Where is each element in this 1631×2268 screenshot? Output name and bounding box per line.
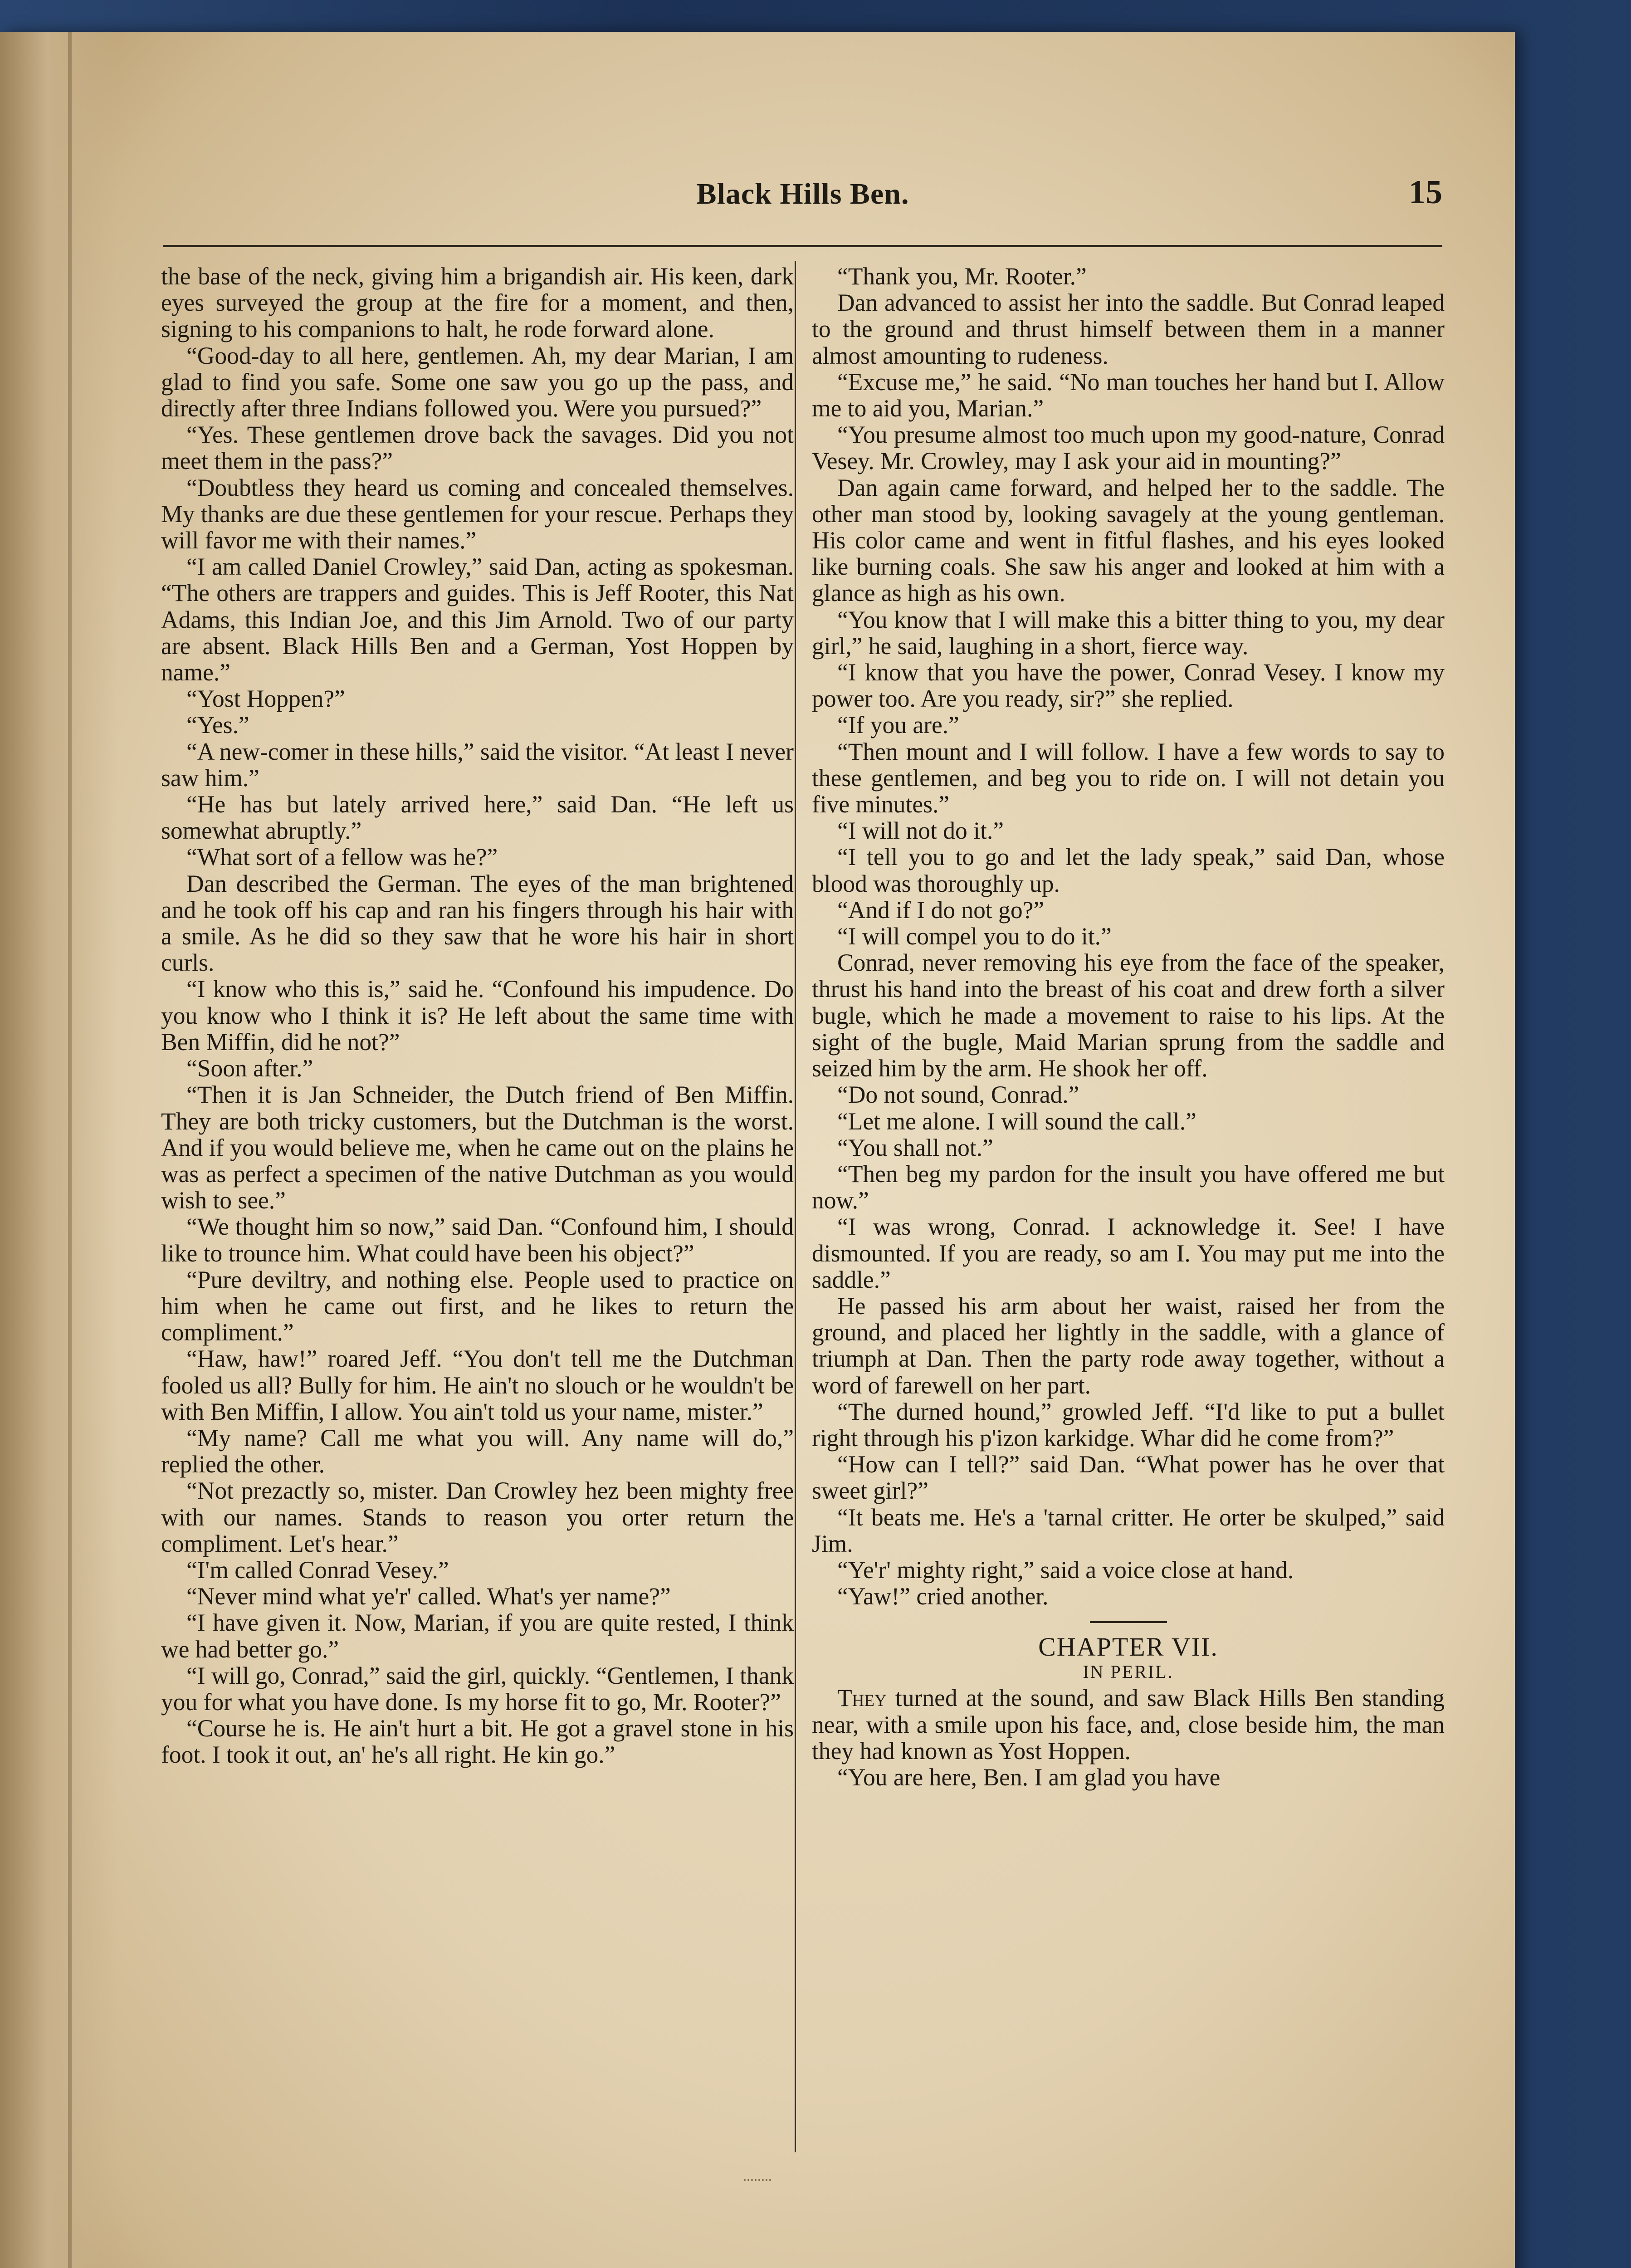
page-number: 15 (1409, 174, 1442, 211)
page-header (163, 174, 1442, 227)
paragraph: “Yes. These gentlemen drove back the savages. Did you not meet them in the pass?” (161, 421, 794, 475)
paragraph: “I will go, Conrad,” said the girl, quickly. “Gentlemen, I thank you for what you have done. Is my horse fit to go, Mr. Rooter?” (161, 1662, 794, 1716)
paragraph: “Ye'r' mighty right,” said a voice close at hand. (837, 1556, 1294, 1584)
paragraph: the base of the neck, giving him a brigandish air. His keen, dark eyes surveyed the group at the fire for a moment, and then, signing to his companions to halt, he rode forward alone. (161, 263, 794, 343)
paragraph: “Course he is. He ain't hurt a bit. He got a gravel stone in his foot. I took it out, an' he's all right. He kin go.” (161, 1715, 794, 1769)
paragraph: “What sort of a fellow was he?” (186, 843, 498, 871)
chapter-rule (1090, 1621, 1167, 1623)
paragraph: “How can I tell?” said Dan. “What power has he over that sweet girl?” (812, 1451, 1445, 1505)
paragraph: “I'm called Conrad Vesey.” (186, 1556, 449, 1584)
chapter-subtitle: IN PERIL. (1083, 1662, 1174, 1682)
paragraph: “I tell you to go and let the lady speak,” said Dan, whose blood was thoroughly up. (812, 843, 1445, 897)
paragraph: “We thought him so now,” said Dan. “Confound him, I should like to trounce him. What could have been his object?” (161, 1213, 794, 1267)
paragraph: “Yaw!” cried another. (837, 1583, 1049, 1610)
paragraph: “I was wrong, Conrad. I acknowledge it. See! I have dismounted. If you are ready, so am I. You may put me into the saddle.” (812, 1213, 1445, 1293)
paragraph: “Excuse me,” he said. “No man touches her hand but I. Allow me to aid you, Marian.” (812, 368, 1445, 422)
opening-word: They (837, 1684, 887, 1712)
header-rule (163, 245, 1442, 247)
paragraph: “And if I do not go?” (837, 896, 1045, 924)
paragraph: “Do not sound, Conrad.” (837, 1081, 1079, 1109)
running-title: Black Hills Ben. (696, 177, 909, 210)
paragraph: “I know that you have the power, Conrad Vesey. I know my power too. Are you ready, sir?” she replied. (812, 659, 1445, 713)
paragraph: “If you are.” (837, 711, 959, 739)
paragraph: “It beats me. He's a 'tarnal critter. He orter be skulped,” said Jim. (812, 1503, 1445, 1557)
paragraph: “Soon after.” (186, 1055, 313, 1082)
paragraph: Dan described the German. The eyes of the man brightened and he took off his cap and ran his fingers through his hair with a smile. As he did so they saw that he wore his hair in short curls. (161, 870, 794, 977)
paragraph: “You know that I will make this a bitter thing to you, my dear girl,” he said, laughing in a short, fierce way. (812, 606, 1445, 660)
paragraph: “I am called Daniel Crowley,” said Dan, acting as spokesman. “The others are trappers and guides. This is Jeff Rooter, this Nat Adams, this Indian Joe, and this Jim Arnold. Two of our party are absent. Black Hills Ben and a German, Yost Hoppen by name.” (161, 553, 794, 686)
paragraph: “Never mind what ye'r' called. What's yer name?” (186, 1583, 671, 1610)
paragraph: “Then mount and I will follow. I have a few words to say to these gentlemen, and beg you to ride on. I will not detain you five minutes.” (812, 738, 1445, 818)
paragraph: “Pure deviltry, and nothing else. People used to practice on him when he came out first, and he likes to return the compliment.” (161, 1266, 794, 1346)
paragraph: “The durned hound,” growled Jeff. “I'd like to put a bullet right through his p'izon karkidge. Whar did he come from?” (812, 1398, 1445, 1452)
paragraph: “Haw, haw!” roared Jeff. “You don't tell me the Dutchman fooled us all? Bully for him. He ain't no slouch or he wouldn't be with Ben Miffin, I allow. You ain't told us your name, mister.” (161, 1345, 794, 1425)
paragraph: “Yost Hoppen?” (186, 685, 345, 713)
paragraph: “Let me alone. I will sound the call.” (837, 1107, 1196, 1135)
paragraph: “Then it is Jan Schneider, the Dutch friend of Ben Miffin. They are both tricky customers, but the Dutchman is the worst. And if you would believe me, when he came out on the plains he was as perfect a specimen of the native Dutchman as you would wish to see.” (161, 1081, 794, 1214)
paragraph: “Thank you, Mr. Rooter.” (837, 263, 1087, 290)
paragraph: He passed his arm about her waist, raised her from the ground, and placed her lightly in the saddle, with a glance of triumph at Dan. Then the party rode away together, without a word of farewell on her part. (812, 1292, 1445, 1399)
paragraph: “Doubtless they heard us coming and concealed themselves. My thanks are due these gentlemen for your rescue. Perhaps they will favor me with their names.” (161, 474, 794, 554)
paragraph: “You are here, Ben. I am glad you have (837, 1763, 1221, 1791)
paragraph: “I have given it. Now, Marian, if you are quite rested, I think we had better go.” (161, 1609, 794, 1663)
paragraph: “You presume almost too much upon my good-nature, Conrad Vesey. Mr. Crowley, may I ask your aid in mounting?” (812, 421, 1445, 475)
paragraph: “Yes.” (186, 711, 249, 739)
paragraph: “He has but lately arrived here,” said Dan. “He left us somewhat abruptly.” (161, 791, 794, 845)
paragraph: “A new-comer in these hills,” said the visitor. “At least I never saw him.” (161, 738, 794, 792)
paragraph: Dan advanced to assist her into the saddle. But Conrad leaped to the ground and thrust himself between them in a manner almost amounting to rudeness. (812, 289, 1445, 369)
chapter-opening-paragraph (812, 1685, 1445, 1764)
paragraph: “Then beg my pardon for the insult you have offered me but now.” (812, 1160, 1445, 1214)
paragraph: “Not prezactly so, mister. Dan Crowley hez been mighty free with our names. Stands to reason you orter return the compliment. Let's hear.” (161, 1477, 794, 1557)
page-gutter (68, 32, 72, 2268)
paragraph: Dan again came forward, and helped her to the saddle. The other man stood by, looking savagely at the young gentleman. His color came and went in fitful flashes, and his eyes looked like burning coals. She saw his anger and looked at him with a glance as high as his own. (812, 474, 1445, 607)
paragraph: “My name? Call me what you will. Any name will do,” replied the other. (161, 1424, 794, 1478)
paragraph: “I will not do it.” (837, 817, 1004, 845)
paragraph: “Good-day to all here, gentlemen. Ah, my dear Marian, I am glad to find you safe. Some one saw you go up the pass, and directly after three Indians followed you. Were you pursued?” (161, 342, 794, 422)
left-column (161, 263, 794, 1768)
paragraph: Conrad, never removing his eye from the face of the speaker, thrust his hand into the breast of his coat and drew forth a silver bugle, which he made a movement to raise to his lips. At the sight of the bugle, Maid Marian sprung from the saddle and seized him by the arm. He shook her off. (812, 949, 1445, 1082)
opening-text: turned at the sound, and saw Black Hills Ben standing near, with a smile upon his face, and, close beside him, the man they had known as Yost Hoppen. (812, 1684, 1445, 1765)
column-divider (795, 261, 796, 2152)
printer-mark (744, 2173, 771, 2181)
chapter-heading: CHAPTER VII. (1038, 1632, 1218, 1662)
right-column (812, 263, 1445, 1790)
paragraph: “I know who this is,” said he. “Confound his impudence. Do you know who I think it is? He left about the same time with Ben Miffin, did he not?” (161, 975, 794, 1056)
paragraph: “You shall not.” (837, 1134, 993, 1161)
paragraph: “I will compel you to do it.” (837, 923, 1112, 950)
